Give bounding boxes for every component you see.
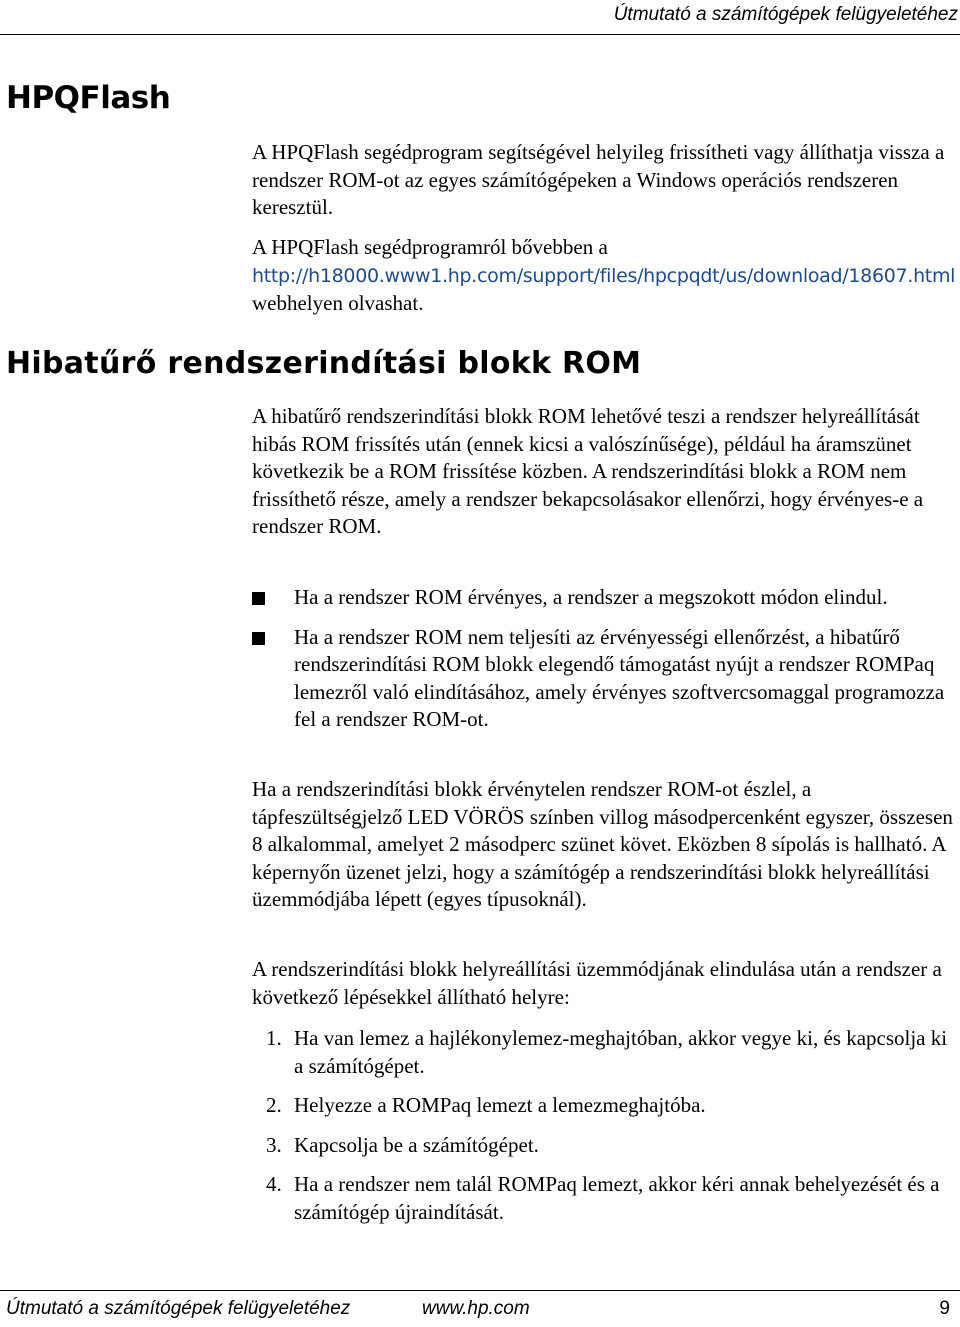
bootblock-paragraph-2: Ha a rendszerindítási blokk érvénytelen rendszer ROM-ot észlel, a tápfeszültségjelző LED VÖRÖS színben villog másodpercenként egyszer, összesen 8 alkalommal, amelyet 2 másodperc szünet követ. Eközben 8 sípolás is hallható. A képernyőn üzenet jelzi, hogy a számítógép a rendszerindítási blokk helyreállítási üzemmódjába lépett (egyes típusoknál). bbox=[252, 777, 953, 911]
running-header: Útmutató a számítógépek felügyeletéhez bbox=[613, 4, 958, 25]
step-number: 4. bbox=[266, 1172, 282, 1196]
step-text: Kapcsolja be a számítógépet. bbox=[294, 1132, 539, 1157]
bootblock-paragraph-3: A rendszerindítási blokk helyreállítási üzemmódjának elindulása után a rendszer a következő lépésekkel állítható helyre: bbox=[252, 957, 942, 1009]
step-number: 3. bbox=[266, 1132, 282, 1157]
bootblock-detection bbox=[252, 776, 957, 914]
step-text: Ha a rendszer nem talál ROMPaq lemezt, akkor kéri annak behelyezését és a számítógép újraindítását. bbox=[294, 1172, 940, 1224]
bullet-text: Ha a rendszer ROM érvényes, a rendszer a megszokott módon elindul. bbox=[294, 585, 888, 609]
step-number: 2. bbox=[266, 1093, 282, 1117]
square-bullet-icon bbox=[252, 632, 265, 645]
list-item bbox=[252, 624, 957, 734]
link-prefix-text: A HPQFlash segédprogramról bővebben a bbox=[252, 235, 608, 259]
list-item bbox=[252, 584, 957, 612]
bullet-text: Ha a rendszer ROM nem teljesíti az érvényességi ellenőrzést, a hibatűrő rendszerindítási ROM blokk elegendő támogatást nyújt a rendszer ROMPaq lemezről való elindításához, amely érvényes szoftvercsomaggal programozza fel a rendszer ROM-ot. bbox=[294, 624, 945, 731]
link-suffix-text: webhelyen olvashat. bbox=[252, 291, 424, 315]
page-number: 9 bbox=[939, 1298, 950, 1319]
bootblock-paragraph-1: A hibatűrő rendszerindítási blokk ROM lehetővé teszi a rendszer helyreállítását hibás ROM frissítés után (ennek kicsi a valószínűsége), például ha áramszünet következik be a ROM frissítése közben. A rendszerindítási blokk a ROM nem frissíthető része, amely a rendszer bekapcsolásakor ellenőrzi, hogy érvényes-e a rendszer ROM. bbox=[252, 404, 924, 538]
hpqflash-more-info bbox=[252, 234, 957, 318]
footer-rule bbox=[0, 1290, 960, 1291]
list-item bbox=[252, 1171, 957, 1226]
hpqflash-intro bbox=[252, 139, 957, 222]
bootblock-intro bbox=[252, 403, 957, 541]
step-text: Ha van lemez a hajlékonylemez-meghajtóban, akkor vegye ki, és kapcsolja ki a számítógépet. bbox=[294, 1026, 948, 1078]
list-item bbox=[252, 1092, 957, 1120]
section-title-hpqflash: HPQFlash bbox=[6, 80, 171, 116]
hpqflash-paragraph: A HPQFlash segédprogram segítségével helyileg frissítheti vagy állíthatja vissza a rendszer ROM-ot az egyes számítógépeken a Windows operációs rendszeren keresztül. bbox=[252, 140, 945, 219]
list-item bbox=[252, 1132, 957, 1160]
square-bullet-icon bbox=[252, 592, 265, 605]
bootblock-bullet-list bbox=[252, 584, 957, 734]
footer-url[interactable]: www.hp.com bbox=[422, 1298, 530, 1319]
hpqflash-link-paragraph bbox=[252, 234, 957, 318]
header-rule bbox=[0, 34, 960, 35]
recovery-steps-list bbox=[252, 1025, 957, 1226]
section-title-bootblock: Hibatűrő rendszerindítási blokk ROM bbox=[6, 346, 642, 381]
hpqflash-download-link[interactable]: http://h18000.www1.hp.com/support/files/hpcpqdt/us/download/18607.html bbox=[252, 264, 956, 287]
bootblock-recovery bbox=[252, 956, 957, 1011]
list-item bbox=[252, 1025, 957, 1080]
step-text: Helyezze a ROMPaq lemezt a lemezmeghajtóba. bbox=[294, 1093, 706, 1117]
footer-title: Útmutató a számítógépek felügyeletéhez bbox=[6, 1298, 351, 1319]
step-number: 1. bbox=[266, 1026, 282, 1050]
